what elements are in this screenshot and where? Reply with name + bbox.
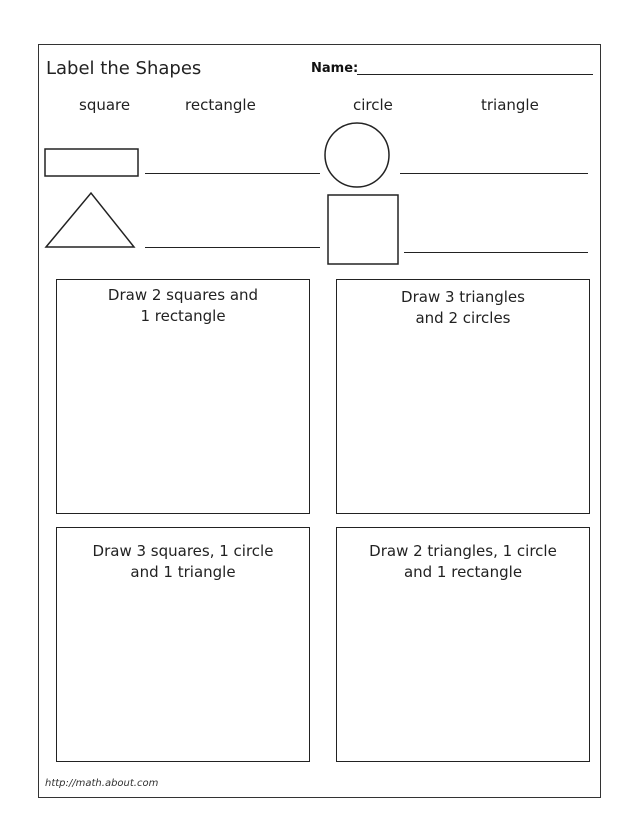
draw-box-2[interactable] [336,279,590,514]
word-bank-circle: circle [353,96,393,114]
draw-box-4[interactable] [336,527,590,762]
source-url: http://math.about.com [45,778,159,789]
answer-line-rectangle[interactable] [145,173,320,174]
draw-box-1-line1: Draw 2 squares and [107,286,259,304]
answer-line-circle[interactable] [400,173,588,174]
draw-box-3-line2: and 1 triangle [130,563,236,581]
draw-box-2-line1: Draw 3 triangles [401,288,525,306]
draw-box-2-line2: and 2 circles [415,309,511,327]
draw-box-1[interactable] [56,279,310,514]
rectangle-icon [45,149,138,176]
draw-box-4-line2: and 1 rectangle [403,563,523,581]
draw-box-4-line1: Draw 2 triangles, 1 circle [369,542,557,560]
circle-icon [325,123,389,187]
answer-line-square[interactable] [404,252,588,253]
triangle-icon [46,193,134,247]
word-bank-triangle: triangle [481,96,539,114]
word-bank-rectangle: rectangle [185,96,256,114]
draw-box-1-line2: 1 rectangle [140,307,226,325]
page-title: Label the Shapes [46,58,202,79]
draw-box-3-line1: Draw 3 squares, 1 circle [92,542,274,560]
draw-box-3[interactable] [56,527,310,762]
name-label: Name: [311,61,359,76]
square-icon [328,195,398,264]
word-bank-square: square [79,96,131,114]
answer-line-triangle[interactable] [145,247,320,248]
